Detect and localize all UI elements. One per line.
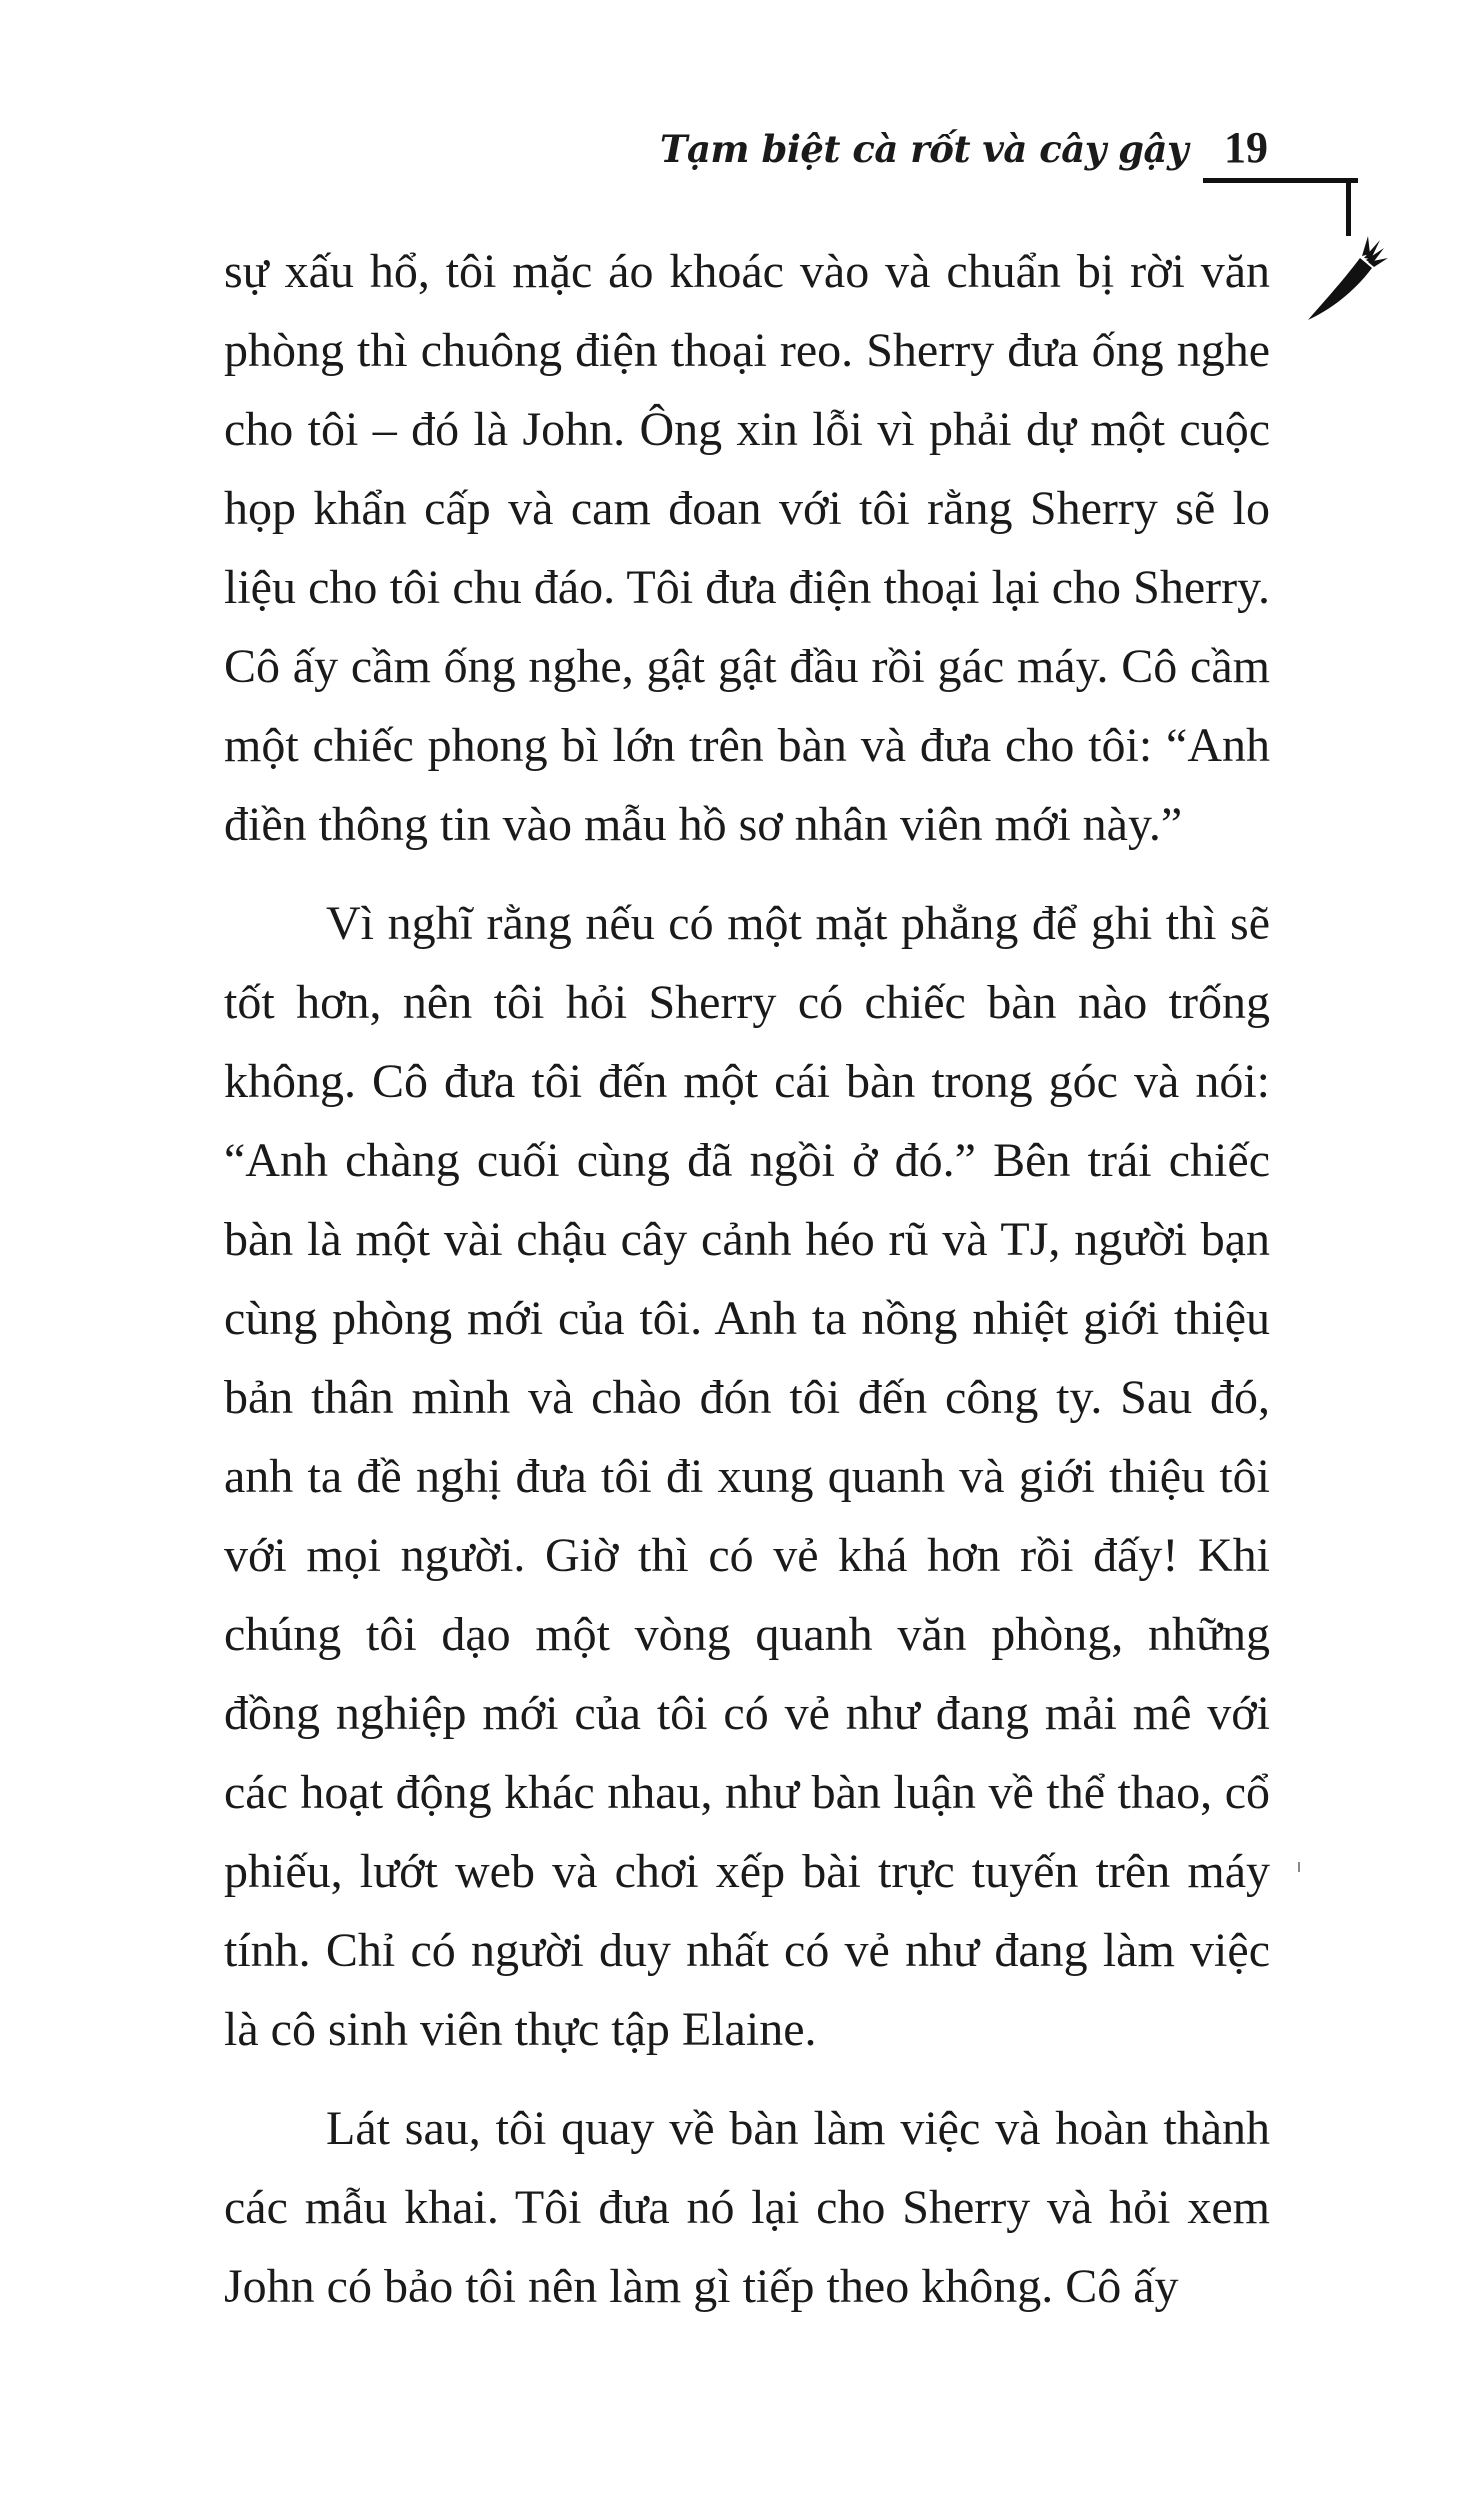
paragraph-1: sự xấu hổ, tôi mặc áo khoác vào và chuẩn bị rời văn phòng thì chuông điện thoại reo. Sherry đưa ống nghe cho tôi – đó là John. Ông xin lỗi vì phải dự một cuộc họp khẩn cấp và cam đoan với tôi rằng Sherry sẽ lo liệu cho tôi chu đáo. Tôi đưa điện thoại lại cho Sherry. Cô ấy cầm ống nghe, gật gật đầu rồi gác máy. Cô cầm một chiếc phong bì lớn trên bàn và đưa cho tôi: “Anh điền thông tin vào mẫu hồ sơ nhân viên mới này.” <box>224 245 1270 851</box>
page-number: 19 <box>1224 123 1268 172</box>
paragraph-2: Vì nghĩ rằng nếu có một mặt phẳng để ghi thì sẽ tốt hơn, nên tôi hỏi Sherry có chiếc bàn nào trống không. Cô đưa tôi đến một cái bàn trong góc và nói: “Anh chàng cuối cùng đã ngồi ở đó.” Bên trái chiếc bàn là một vài chậu cây cảnh héo rũ và TJ, người bạn cùng phòng mới của tôi. Anh ta nồng nhiệt giới thiệu bản thân mình và chào đón tôi đến công ty. Sau đó, anh ta đề nghị đưa tôi đi xung quanh và giới thiệu tôi với mọi người. Giờ thì có vẻ khá hơn rồi đấy! Khi chúng tôi dạo một vòng quanh văn phòng, những đồng nghiệp mới của tôi có vẻ như đang mải mê với các hoạt động khác nhau, như bàn luận về thể thao, cổ phiếu, lướt web và chơi xếp bài trực tuyến trên máy tính. Chỉ có người duy nhất có vẻ như đang làm việc là cô sinh viên thực tập Elaine. <box>224 897 1270 2056</box>
chapter-title: Tạm biệt cà rốt và cây gậy <box>659 127 1188 171</box>
running-head <box>660 122 1268 173</box>
scan-speck <box>1298 1862 1300 1872</box>
paragraph-3: Lát sau, tôi quay về bàn làm việc và hoàn thành các mẫu khai. Tôi đưa nó lại cho Sherry và hỏi xem John có bảo tôi nên làm gì tiếp theo không. Cô ấy <box>224 2102 1270 2313</box>
carrot-icon <box>1296 210 1396 330</box>
body-text <box>224 232 1270 2326</box>
header-rule <box>1203 178 1358 183</box>
